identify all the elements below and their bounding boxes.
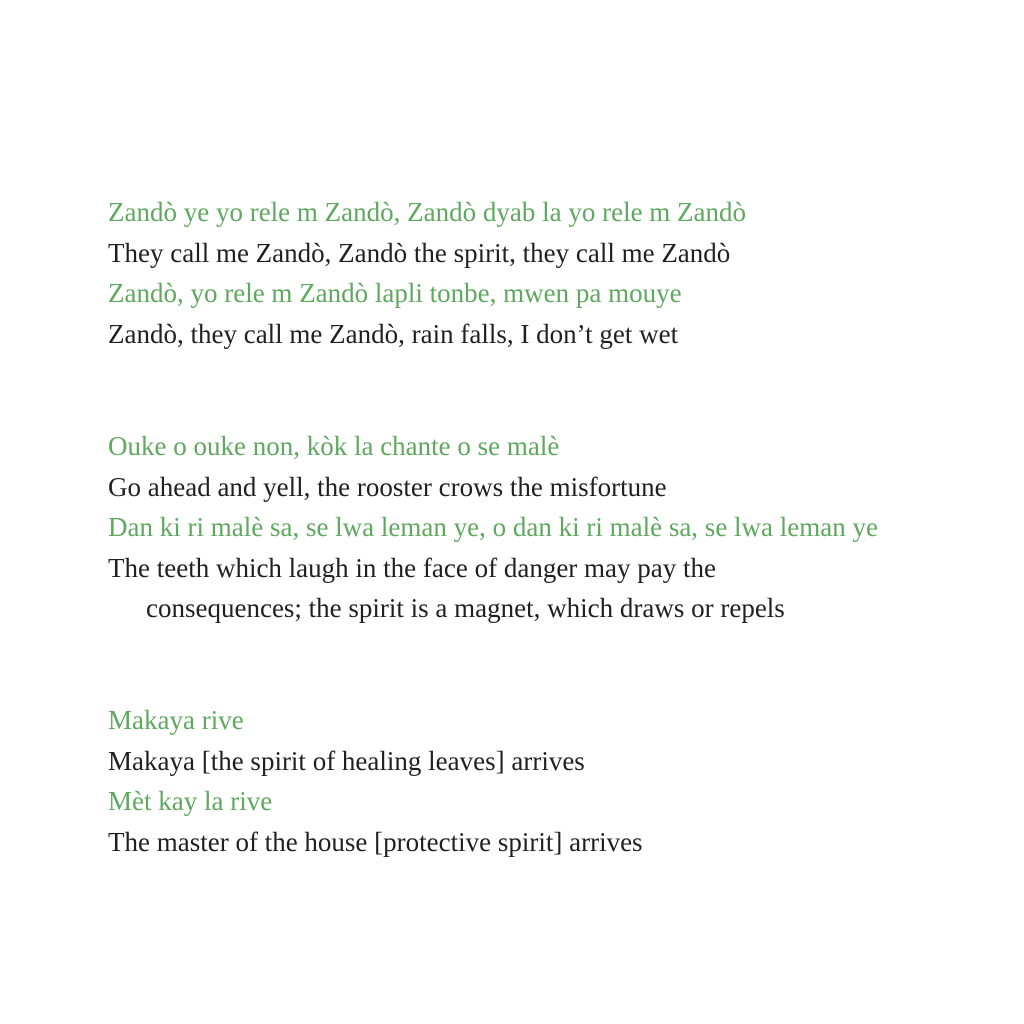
creole-line: Makaya rive (108, 705, 244, 735)
english-line: The teeth which laugh in the face of danger may pay the (108, 552, 717, 583)
english-line-continuation: consequences; the spirit is a magnet, which draws or repels (146, 593, 785, 623)
creole-line: Zandò, yo rele m Zandò lapli tonbe, mwen pa mouye (108, 278, 682, 308)
english-line: Makaya [the spirit of healing leaves] arrives (108, 745, 585, 776)
stanza-makaya (108, 700, 988, 862)
stanza-ouke (108, 426, 988, 629)
english-line: Go ahead and yell, the rooster crows the misfortune (108, 471, 667, 502)
creole-line: Mèt kay la rive (108, 786, 273, 816)
english-line: They call me Zandò, Zandò the spirit, they call me Zandò (108, 237, 731, 268)
english-line: The master of the house [protective spirit] arrives (108, 826, 643, 857)
creole-line: Dan ki ri malè sa, se lwa leman ye, o dan ki ri malè sa, se lwa leman ye (108, 512, 878, 542)
stanza-zando (108, 192, 988, 354)
english-line: Zandò, they call me Zandò, rain falls, I don’t get wet (108, 318, 679, 349)
creole-line: Zandò ye yo rele m Zandò, Zandò dyab la yo rele m Zandò (108, 197, 747, 227)
creole-line: Ouke o ouke non, kòk la chante o se malè (108, 431, 560, 461)
